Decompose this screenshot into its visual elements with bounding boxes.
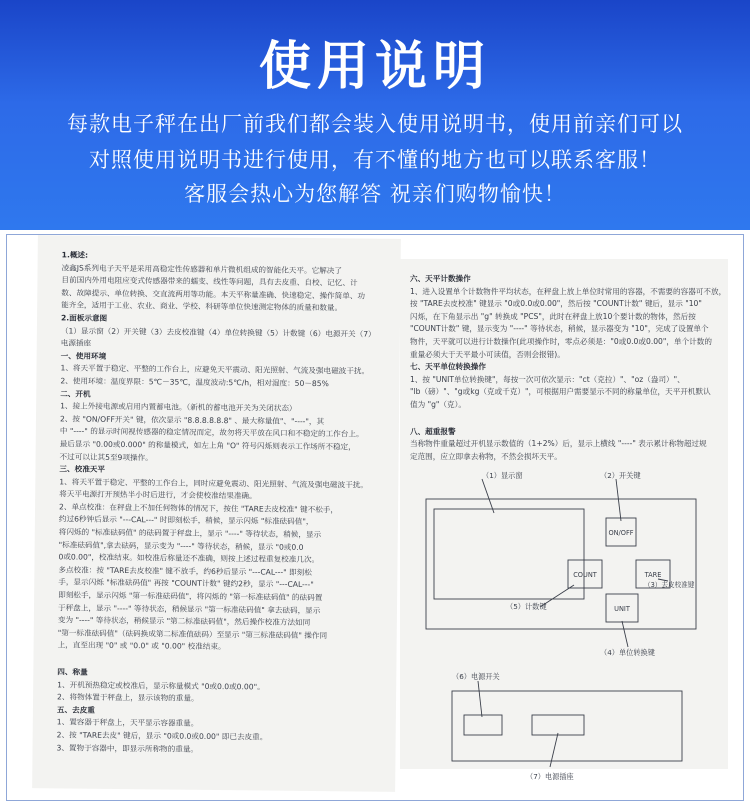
text-line: "COUNT计数" 键，显示变为 "----" 等待状态，稍候，显示器变为 "10"，完成了设置单个 [410, 324, 709, 334]
text-line: 0或0.00"，校准结束。如校准后称量还不准确，则按上述过程重复校准几次。 [58, 552, 320, 565]
text-line: 1、开机预热稳定或校准后，显示称量模式 "0或0.0或0.00"。 [57, 679, 265, 692]
text-line: 2、将物体置于秤盘上，显示该物的重量。 [57, 692, 199, 704]
text-line: 不过可以让其5至9项操作。 [59, 451, 153, 462]
text-line: 能齐全，适用于工业、农业、商业、学校、科研等单位快速测定物体的质量和数量。 [61, 300, 343, 313]
scale-panel-outline [426, 499, 696, 629]
text-line: （1）显示窗（2）开关键（3）去皮校准键（4）单位转换键（5）计数键（6）电源开关（7） [60, 325, 376, 339]
manual-page-left [32, 235, 401, 792]
intro-line-2: 对照使用说明书进行使用，有不懂的地方也可以联系客服！ [89, 148, 661, 172]
display-window-box [434, 509, 584, 599]
power-socket-box [532, 715, 584, 735]
label-power-socket: （7）电源插座 [526, 772, 574, 782]
text-line: "标准砝码值",拿去砝码，显示变为 "----" 等待状态，稍候，显示 "0或0.0 [58, 540, 304, 552]
section-heading: 七、天平单位转换操作 [410, 362, 486, 372]
text-line: 电源插座 [60, 338, 92, 348]
text-line: 当称物件重量超过开机显示数值的（1+2%）后，显示上横线 "----" 表示累计称物超过规 [410, 439, 707, 449]
section-gap [410, 412, 716, 426]
power-switch-box [464, 715, 502, 735]
section-heading: 四、称量 [57, 667, 88, 677]
text-line: 2、按 "ON/OFF开关" 键，依次显示 "8.8.8.8.8.8" 、最大称量值"、"----"，其 [59, 414, 325, 426]
text-line: "lb（磅）"、"g或kg（克或千克）"，可根据用户需要显示不同的称量单位，天平开机默认 [410, 387, 711, 397]
section-heading: 五、去皮重 [56, 705, 95, 715]
text-line: 1、将天平置于稳定、平整的工作台上，同时应避免震动、阳光照射、气流及强电磁波干扰。 [59, 477, 368, 490]
label-unit-key: （4）单位转换键 [600, 648, 655, 658]
section-heading: 二、开机 [60, 388, 91, 399]
text-line: 2、使用环境：温度界限：5℃－35℃，温度波动:5℃/h，相对湿度：50－85% [60, 376, 329, 389]
key-tare: TARE [644, 571, 662, 580]
text-line: "第一标准砝码值"（砝码换成第二标准值砝码）至显示 "第三标准砝码值" 操作同 [57, 628, 328, 640]
text-line: 将天平电源打开预热半小时后进行，才会使校准结果准确。 [59, 489, 257, 501]
manual-page-right [400, 259, 728, 782]
label-power-key: （2）开关键 [600, 471, 641, 481]
text-line: 1、接上外接电源或启用内置蓄电池。（新机的蓄电池开关为关闭状态） [60, 401, 297, 413]
text-line: 按 "TARE去皮校准" 键显示 "0或0.0或0.00"，然后按 "COUNT计数" 键后，显示 "10" [410, 299, 702, 309]
text-line: 闪烁，在下角显示出 "g" 转换成 "PCS"，此时在秤盘上放10个要计数的物体，然后按 [410, 311, 696, 321]
section-heading: 三、校准天平 [59, 464, 106, 474]
section-heading: 六、天平计数操作 [410, 274, 471, 283]
text-line: 中 "----" 的显示时间视传感器的稳定情况而定，故勿将天平放在风口和不稳定的工作台上。 [59, 426, 364, 439]
label-power-switch: （6）电源开关 [452, 672, 500, 682]
text-line: 值为 "g"（克）。 [410, 399, 466, 409]
intro-line-1: 每款电子秤在出厂前我们都会装入使用说明书，使用前亲们可以 [67, 112, 683, 136]
text-line: 3、置物于容器中，即显示所称物的重量。 [56, 742, 199, 754]
label-tare-key: （3）去皮校准键 [644, 581, 695, 590]
text-line: 2、单点校准：在秤盘上不加任何物体的情况下，按住 "TARE去皮校准" 键不松手， [59, 502, 339, 515]
text-line: 上，直至出现 "0" 或 "0.0" 或 "0.00" 校准结束。 [57, 640, 226, 652]
text-line: 重量必须大于天平最小可读值，否则会报错)。 [410, 349, 565, 359]
header-banner [0, 0, 750, 230]
label-display-window: （1）显示窗 [482, 471, 523, 481]
text-line: 于秤盘上，显示 "----" 等待状态，稍候显示 "第一标准砝码值" 拿去砝码，显示 [57, 602, 321, 615]
text-line: 1、进入设置单个计数物件平均状态，在秤盘上放上单位时常用的容器，不需要的容器可不放， [410, 286, 727, 296]
key-count: COUNT [573, 571, 597, 580]
text-line: 物件，天平就可以进行计数操作(此项操作时，零点必须是："0或0.0或0.00"，单个计数的 [410, 336, 712, 346]
text-line: 将闪烁的 "标准砝码值" 的砝码置于秤盘上，显示 "----" 等待状态，稍候，显示 [58, 527, 322, 540]
intro-line-3: 客服会热心为您解答 祝亲们购物愉快！ [184, 182, 566, 206]
text-line: 约过6秒钟后显示 "---CAL---" 时即刻松手，稍候，显示闪烁 "标准砝码值"， [58, 514, 314, 527]
key-unit: UNIT [614, 605, 630, 614]
text-line: 1、将天平置于稳定、平整的工作台上，应避免天平震动、阳光照射、气流及强电磁波干扰。 [60, 363, 370, 376]
section-heading: 八、超重报警 [410, 426, 456, 436]
section-heading: 1.概述: [61, 250, 89, 260]
text-line: 手，显示闪烁 "标准砝码值" 再按 "COUNT计数" 键约2秒，显示 "---CAL---" [58, 577, 314, 590]
text-line: 数、故障提示、单位转换、交直流两用等功能。本天平称量准确、快速稳定、操作简单、功 [61, 288, 366, 301]
text-line: 多点校准：按 "TARE去皮校准" 键不放手，约6秒后显示 "---CAL---" 即刻松 [58, 565, 312, 577]
text-line: 即刻松手，显示闪烁 "第一标准砝码值"，将闪烁的 "第一标准砝码值" 的砝码置 [58, 590, 323, 603]
text-line: 1、置容器于秤盘上，天平显示容器重量。 [56, 717, 199, 729]
manual-right-text [410, 273, 727, 463]
text-line: 最后显示 "0.00或0.000" 的称量模式，如左上角 "O" 符号闪烁则表示工作场所不稳定， [59, 439, 356, 452]
text-line: 目前国内外用电阻应变式传感器带来的蠕变、线性等问题，具有去皮重、自校、记忆、计 [61, 275, 358, 288]
panel-diagram [410, 469, 716, 799]
text-line: 定范围，应立即拿去称物，不然会损坏天平。 [410, 451, 562, 461]
rear-panel-outline [452, 691, 682, 761]
manual-photo-frame [6, 234, 744, 801]
text-line: 凌鑫JS系列电子天平是采用高稳定性传感器和单片微机组成的智能化天平。它解决了 [61, 262, 343, 275]
text-line: 2、按 "TARE去皮" 键后，显示 "0或0.0或0.00" 即已去皮重。 [56, 730, 268, 742]
key-on-off: ON/OFF [608, 529, 634, 538]
text-line: 1、按 "UNIT单位转换键"，每按一次可依次显示："ct（克拉）"、"oz（盎司）"、 [410, 374, 685, 384]
page-title: 使用说明 [258, 37, 491, 97]
section-heading: 2.面板示意图 [60, 313, 108, 323]
label-count-key: （5）计数键 [506, 602, 547, 612]
text-line: 变为 "----" 等待状态，稍候显示 "第二标准砝码值"，然后操作校准方法如同 [57, 615, 311, 628]
section-heading: 一、使用环境 [60, 351, 107, 361]
